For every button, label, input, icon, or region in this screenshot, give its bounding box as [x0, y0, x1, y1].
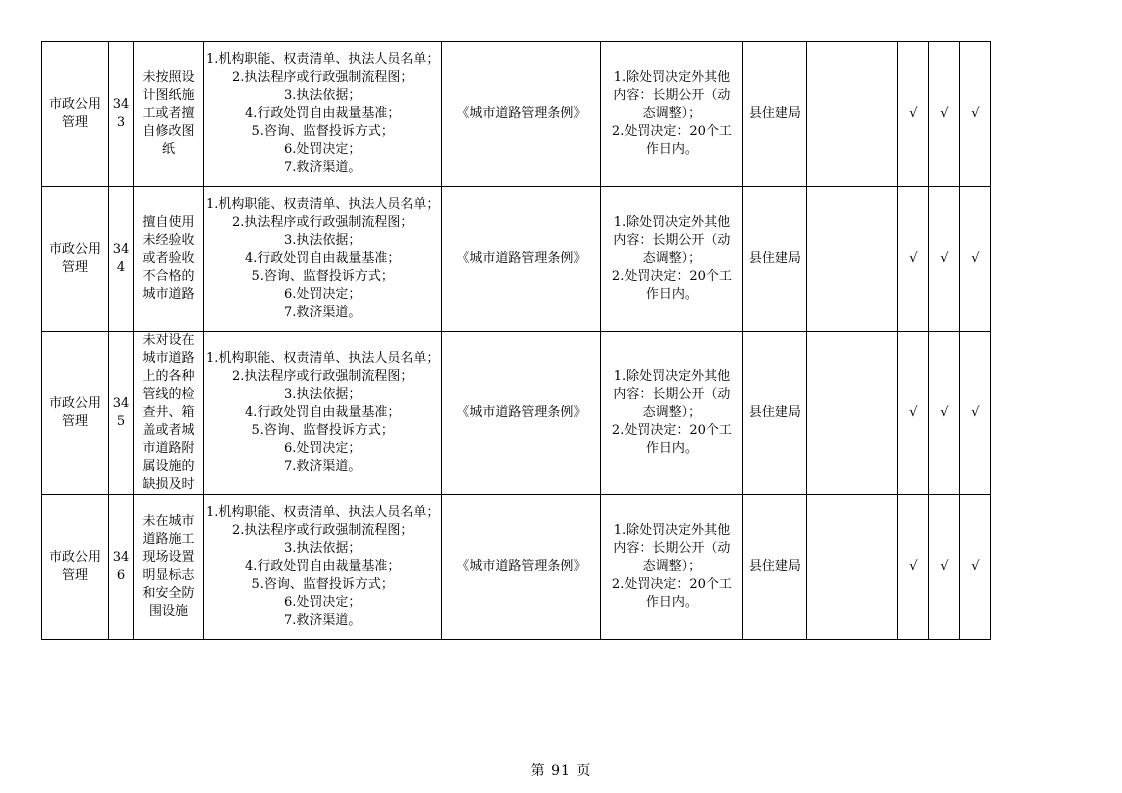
disclosure-content-cell [204, 332, 442, 495]
table-row [42, 332, 991, 495]
time-line: 2.处罚决定：20个工作日内。 [611, 269, 732, 302]
table-row [42, 495, 991, 640]
content-line: 5.咨询、监督投诉方式； [251, 269, 394, 284]
time-line: 2.处罚决定：20个工作日内。 [611, 124, 732, 157]
content-line: 6.处罚决定； [284, 142, 362, 157]
disclosure-time-cell [601, 42, 743, 187]
legal-basis-cell: 《城市道路管理条例》 [442, 332, 601, 495]
check-mark-cell: √ [929, 187, 960, 332]
disclosure-time-cell [601, 495, 743, 640]
content-line: 6.处罚决定； [284, 595, 362, 610]
time-line: 1.除处罚决定外其他内容：长期公开（动态调整）； [613, 369, 731, 420]
item-name-cell: 擅自使用未经验收或者验收不合格的城市道路 [134, 187, 204, 332]
disclosure-content-cell [204, 42, 442, 187]
check-mark-cell: √ [929, 332, 960, 495]
content-line: 5.咨询、监督投诉方式； [251, 423, 394, 438]
content-line: 3.执法依据； [284, 233, 362, 248]
content-line: 7.救济渠道。 [284, 613, 362, 628]
legal-basis-cell: 《城市道路管理条例》 [442, 495, 601, 640]
blank-cell [807, 495, 898, 640]
content-line: 4.行政处罚自由裁量基准； [245, 405, 401, 420]
legal-basis-cell: 《城市道路管理条例》 [442, 187, 601, 332]
check-mark-cell: √ [960, 187, 991, 332]
blank-cell [807, 332, 898, 495]
disclosure-content-cell [204, 495, 442, 640]
check-mark-cell: √ [960, 332, 991, 495]
time-line: 1.除处罚决定外其他内容：长期公开（动态调整）； [613, 70, 731, 121]
content-line: 2.执法程序或行政强制流程图； [232, 523, 414, 538]
content-line: 1.机构职能、权责清单、执法人员名单； [206, 351, 440, 366]
item-name-cell: 未在城市道路施工现场设置明显标志和安全防围设施 [134, 495, 204, 640]
content-line: 2.执法程序或行政强制流程图； [232, 215, 414, 230]
table-row [42, 187, 991, 332]
check-mark-cell: √ [898, 42, 929, 187]
content-line: 6.处罚决定； [284, 287, 362, 302]
content-line: 4.行政处罚自由裁量基准； [245, 106, 401, 121]
category-cell: 市政公用管理 [42, 187, 109, 332]
check-mark-cell: √ [960, 495, 991, 640]
time-line: 1.除处罚决定外其他内容：长期公开（动态调整）； [613, 215, 731, 266]
disclosure-time-cell [601, 187, 743, 332]
content-line: 4.行政处罚自由裁量基准； [245, 559, 401, 574]
content-line: 1.机构职能、权责清单、执法人员名单； [206, 52, 440, 67]
content-line: 1.机构职能、权责清单、执法人员名单； [206, 197, 440, 212]
check-mark-cell: √ [898, 187, 929, 332]
time-line: 2.处罚决定：20个工作日内。 [611, 423, 732, 456]
disclosure-table [41, 41, 991, 640]
item-number-cell: 344 [109, 187, 134, 332]
item-name-cell: 未按照设计图纸施工或者擅自修改图纸 [134, 42, 204, 187]
responsible-body-cell: 县住建局 [743, 332, 807, 495]
responsible-body-cell: 县住建局 [743, 495, 807, 640]
item-number-cell: 343 [109, 42, 134, 187]
content-line: 3.执法依据； [284, 387, 362, 402]
time-line: 1.除处罚决定外其他内容：长期公开（动态调整）； [613, 523, 731, 574]
responsible-body-cell: 县住建局 [743, 187, 807, 332]
table-body [42, 42, 991, 640]
content-line: 5.咨询、监督投诉方式； [251, 577, 394, 592]
item-number-cell: 345 [109, 332, 134, 495]
content-line: 5.咨询、监督投诉方式； [251, 124, 394, 139]
content-line: 3.执法依据； [284, 88, 362, 103]
check-mark-cell: √ [898, 332, 929, 495]
item-number-cell: 346 [109, 495, 134, 640]
page-number: 第 91 页 [530, 763, 592, 779]
disclosure-content-cell [204, 187, 442, 332]
content-line: 7.救济渠道。 [284, 459, 362, 474]
check-mark-cell: √ [960, 42, 991, 187]
category-cell: 市政公用管理 [42, 495, 109, 640]
responsible-body-cell: 县住建局 [743, 42, 807, 187]
content-line: 4.行政处罚自由裁量基准； [245, 251, 401, 266]
item-name-cell: 未对设在城市道路上的各种管线的检查井、箱盖或者城市道路附属设施的缺损及时 [134, 332, 204, 495]
content-line: 7.救济渠道。 [284, 160, 362, 175]
time-line: 2.处罚决定：20个工作日内。 [611, 577, 732, 610]
content-line: 7.救济渠道。 [284, 305, 362, 320]
legal-basis-cell: 《城市道路管理条例》 [442, 42, 601, 187]
category-cell: 市政公用管理 [42, 42, 109, 187]
check-mark-cell: √ [929, 495, 960, 640]
disclosure-time-cell [601, 332, 743, 495]
check-mark-cell: √ [929, 42, 960, 187]
content-line: 1.机构职能、权责清单、执法人员名单； [206, 505, 440, 520]
content-line: 2.执法程序或行政强制流程图； [232, 70, 414, 85]
content-line: 2.执法程序或行政强制流程图； [232, 369, 414, 384]
content-line: 6.处罚决定； [284, 441, 362, 456]
blank-cell [807, 187, 898, 332]
table-row [42, 42, 991, 187]
content-line: 3.执法依据； [284, 541, 362, 556]
check-mark-cell: √ [898, 495, 929, 640]
category-cell: 市政公用管理 [42, 332, 109, 495]
blank-cell [807, 42, 898, 187]
